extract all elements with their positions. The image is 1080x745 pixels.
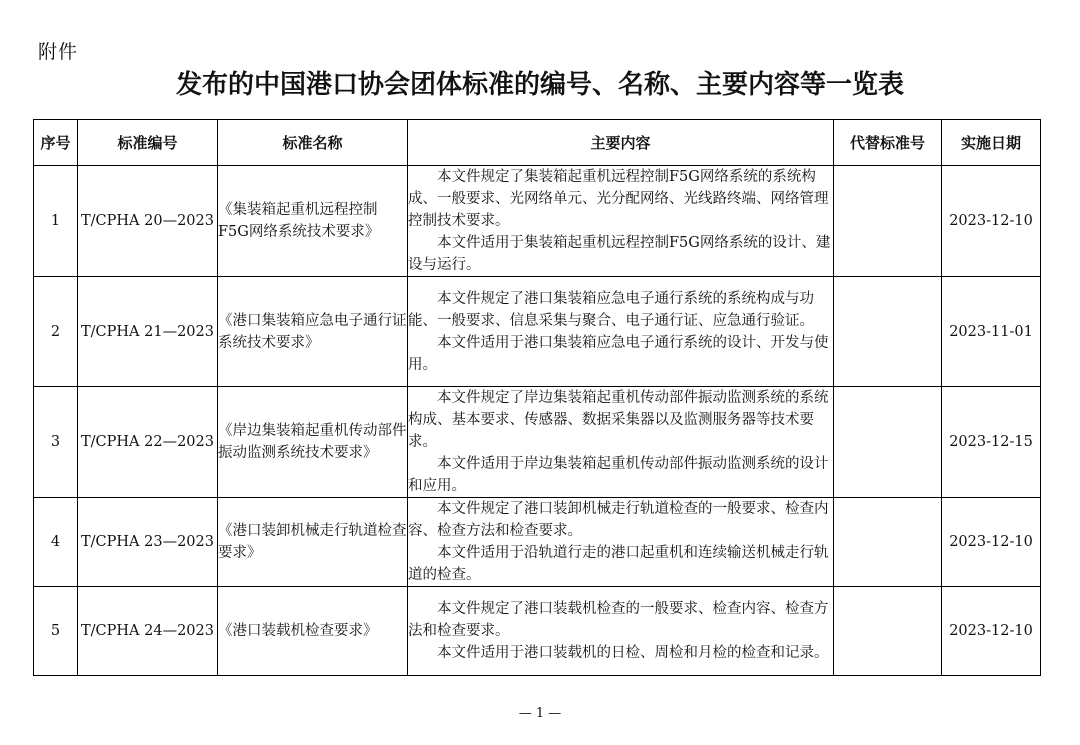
standards-table [33,119,1041,676]
content-paragraph: 本文件适用于港口装载机的日检、周检和月检的检查和记录。 [437,645,829,661]
content-paragraph: 本文件规定了岸边集装箱起重机传动部件振动监测系统的系统构成、基本要求、传感器、数据采集器以及监测服务器等技术要求。 [408,390,829,450]
row-replaces [834,587,942,676]
row-date: 2023-12-10 [942,587,1041,676]
content-paragraph: 本文件规定了港口装载机检查的一般要求、检查内容、检查方法和检查要求。 [408,601,829,639]
content-paragraph: 本文件规定了港口装卸机械走行轨道检查的一般要求、检查内容、检查方法和检查要求。 [408,501,829,539]
content-paragraph: 本文件适用于岸边集装箱起重机传动部件振动监测系统的设计和应用。 [408,456,829,494]
row-seq: 4 [34,498,78,587]
row-standard-code: T/CPHA 21—2023 [78,277,218,387]
row-date: 2023-12-15 [942,387,1041,498]
table-row [34,387,1041,498]
column-header-code: 标准编号 [78,120,218,166]
row-replaces [834,498,942,587]
table-row [34,498,1041,587]
row-seq: 1 [34,166,78,277]
content-paragraph: 本文件适用于港口集装箱应急电子通行系统的设计、开发与使用。 [408,334,829,373]
row-replaces [834,277,942,387]
content-paragraph: 本文件规定了港口集装箱应急电子通行系统的系统构成与功能、一般要求、信息采集与聚合、电子通行证、应急通行验证。 [408,290,814,329]
row-date: 2023-11-01 [942,277,1041,387]
row-standard-name: 《港口集装箱应急电子通行证系统技术要求》 [218,277,408,387]
table-header-row [34,120,1041,166]
content-paragraph: 本文件适用于沿轨道行走的港口起重机和连续输送机械走行轨道的检查。 [408,545,829,583]
row-standard-name: 《集装箱起重机远程控制F5G网络系统技术要求》 [218,166,408,277]
row-standard-code: T/CPHA 24—2023 [78,587,218,676]
content-paragraph: 本文件规定了集装箱起重机远程控制F5G网络系统的系统构成、一般要求、光网络单元、光分配网络、光线路终端、网络管理控制技术要求。 [408,169,829,229]
column-header-seq: 序号 [34,120,78,166]
row-seq: 2 [34,277,78,387]
row-standard-name: 《港口装卸机械走行轨道检查要求》 [218,498,408,587]
column-header-replaces: 代替标准号 [834,120,942,166]
row-standard-code: T/CPHA 20—2023 [78,166,218,277]
row-replaces [834,166,942,277]
page-number: — 1 — [518,706,562,721]
attachment-label: 附件 [38,41,79,63]
row-standard-name: 《岸边集装箱起重机传动部件振动监测系统技术要求》 [218,387,408,498]
row-content [408,387,834,498]
row-seq: 3 [34,387,78,498]
column-header-name: 标准名称 [218,120,408,166]
table-row [34,277,1041,387]
table-row [34,587,1041,676]
content-paragraph: 本文件适用于集装箱起重机远程控制F5G网络系统的设计、建设与运行。 [408,235,831,273]
row-date: 2023-12-10 [942,498,1041,587]
row-standard-code: T/CPHA 22—2023 [78,387,218,498]
row-standard-code: T/CPHA 23—2023 [78,498,218,587]
row-standard-name: 《港口装载机检查要求》 [218,587,408,676]
column-header-content: 主要内容 [408,120,834,166]
page-title: 发布的中国港口协会团体标准的编号、名称、主要内容等一览表 [175,70,904,100]
row-seq: 5 [34,587,78,676]
row-content [408,498,834,587]
row-content [408,166,834,277]
row-content [408,587,834,676]
table-row [34,166,1041,277]
column-header-date: 实施日期 [942,120,1041,166]
row-replaces [834,387,942,498]
row-date: 2023-12-10 [942,166,1041,277]
row-content [408,277,834,387]
